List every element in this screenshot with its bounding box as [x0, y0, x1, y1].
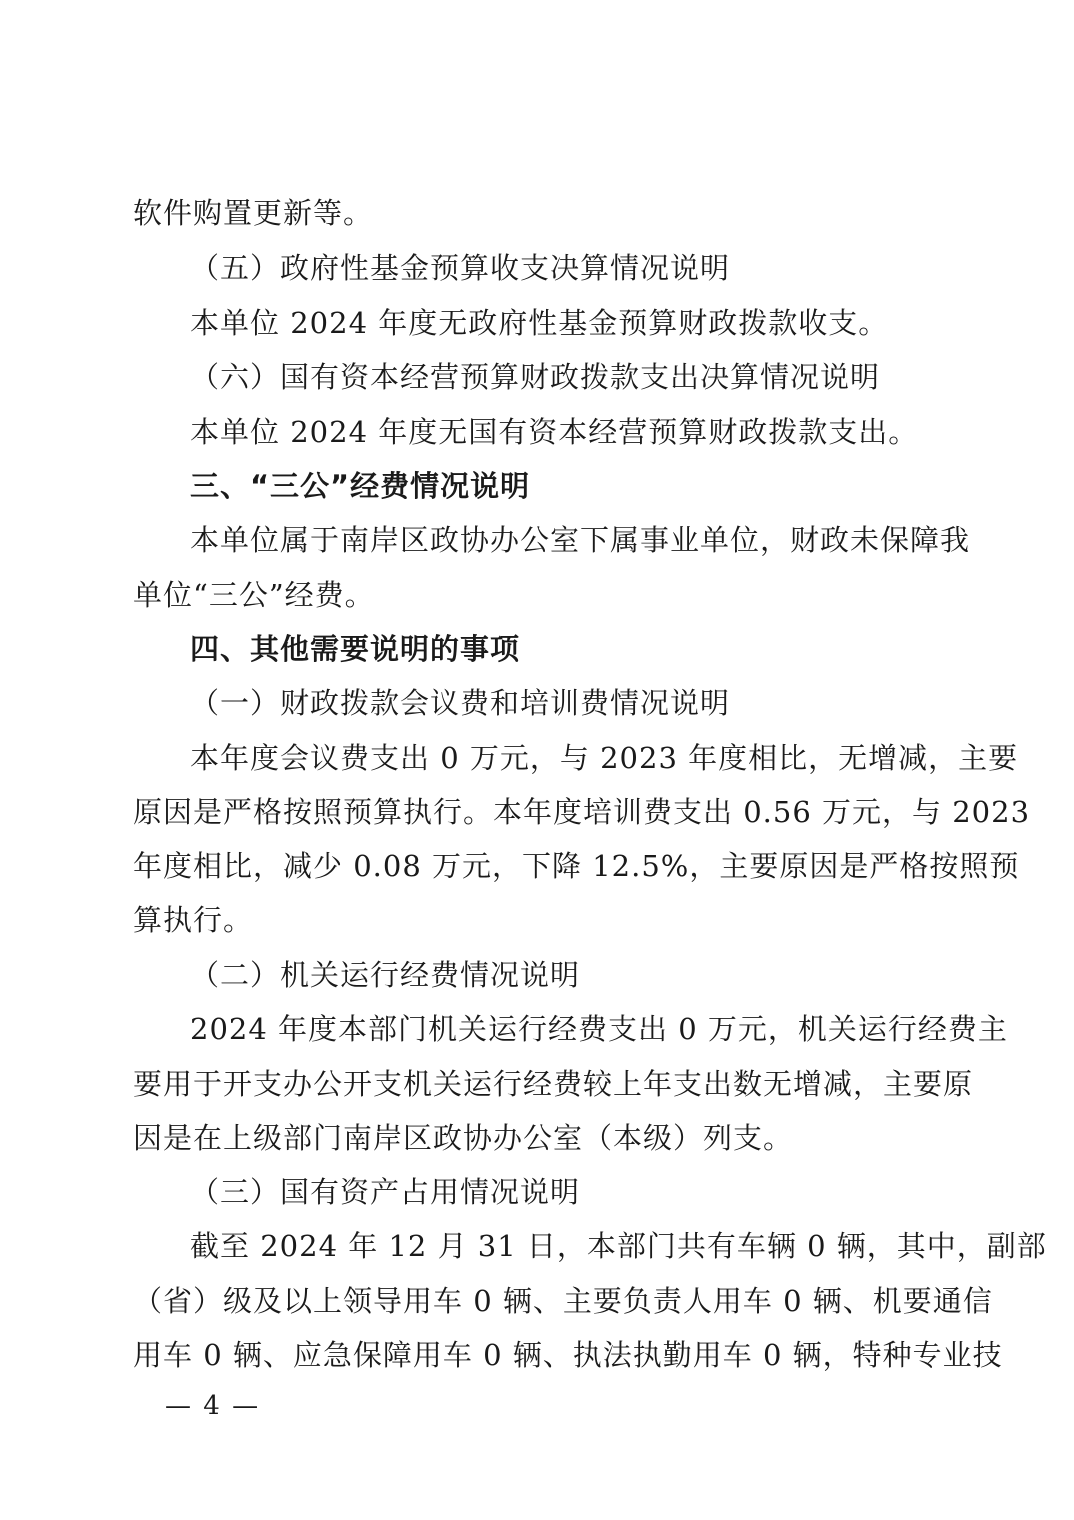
- section-heading-6: （六）国有资本经营预算财政拨款支出决算情况说明: [190, 360, 881, 394]
- paragraph-line: 2024 年度本部门机关运行经费支出 0 万元，机关运行经费主: [190, 1012, 1008, 1046]
- paragraph-line: 本单位属于南岸区政协办公室下属事业单位，财政未保障我: [190, 523, 971, 557]
- section-heading-1: （一）财政拨款会议费和培训费情况说明: [190, 686, 731, 720]
- paragraph-line: 截至 2024 年 12 月 31 日，本部门共有车辆 0 辆，其中，副部: [190, 1229, 1047, 1263]
- paragraph-line: 用车 0 辆、应急保障用车 0 辆、执法执勤用车 0 辆，特种专业技: [133, 1338, 1003, 1372]
- paragraph-line: 年度相比，减少 0.08 万元，下降 12.5%，主要原因是严格按照预: [133, 849, 1020, 883]
- page-number: — 4 —: [165, 1391, 261, 1421]
- paragraph-line: 因是在上级部门南岸区政协办公室（本级）列支。: [133, 1121, 794, 1155]
- paragraph-line: 本年度会议费支出 0 万元，与 2023 年度相比，无增减，主要: [190, 741, 1019, 775]
- paragraph-line: 本单位 2024 年度无政府性基金预算财政拨款收支。: [190, 306, 889, 340]
- paragraph-line: （省）级及以上领导用车 0 辆、主要负责人用车 0 辆、机要通信: [133, 1284, 993, 1318]
- chapter-heading-3: 三、“三公”经费情况说明: [190, 469, 531, 503]
- section-heading-2: （二）机关运行经费情况说明: [190, 958, 581, 992]
- paragraph-line: 原因是严格按照预算执行。本年度培训费支出 0.56 万元，与 2023: [133, 795, 1031, 829]
- chapter-heading-4: 四、其他需要说明的事项: [190, 632, 521, 666]
- section-heading-5: （五）政府性基金预算收支决算情况说明: [190, 251, 731, 285]
- section-heading-3: （三）国有资产占用情况说明: [190, 1175, 581, 1209]
- paragraph-line: 算执行。: [133, 903, 254, 937]
- paragraph-line: 单位“三公”经费。: [133, 578, 375, 612]
- paragraph-line: 本单位 2024 年度无国有资本经营预算财政拨款支出。: [190, 415, 919, 449]
- paragraph-line: 软件购置更新等。: [133, 196, 374, 230]
- paragraph-line: 要用于开支办公开支机关运行经费较上年支出数无增减，主要原: [133, 1067, 974, 1101]
